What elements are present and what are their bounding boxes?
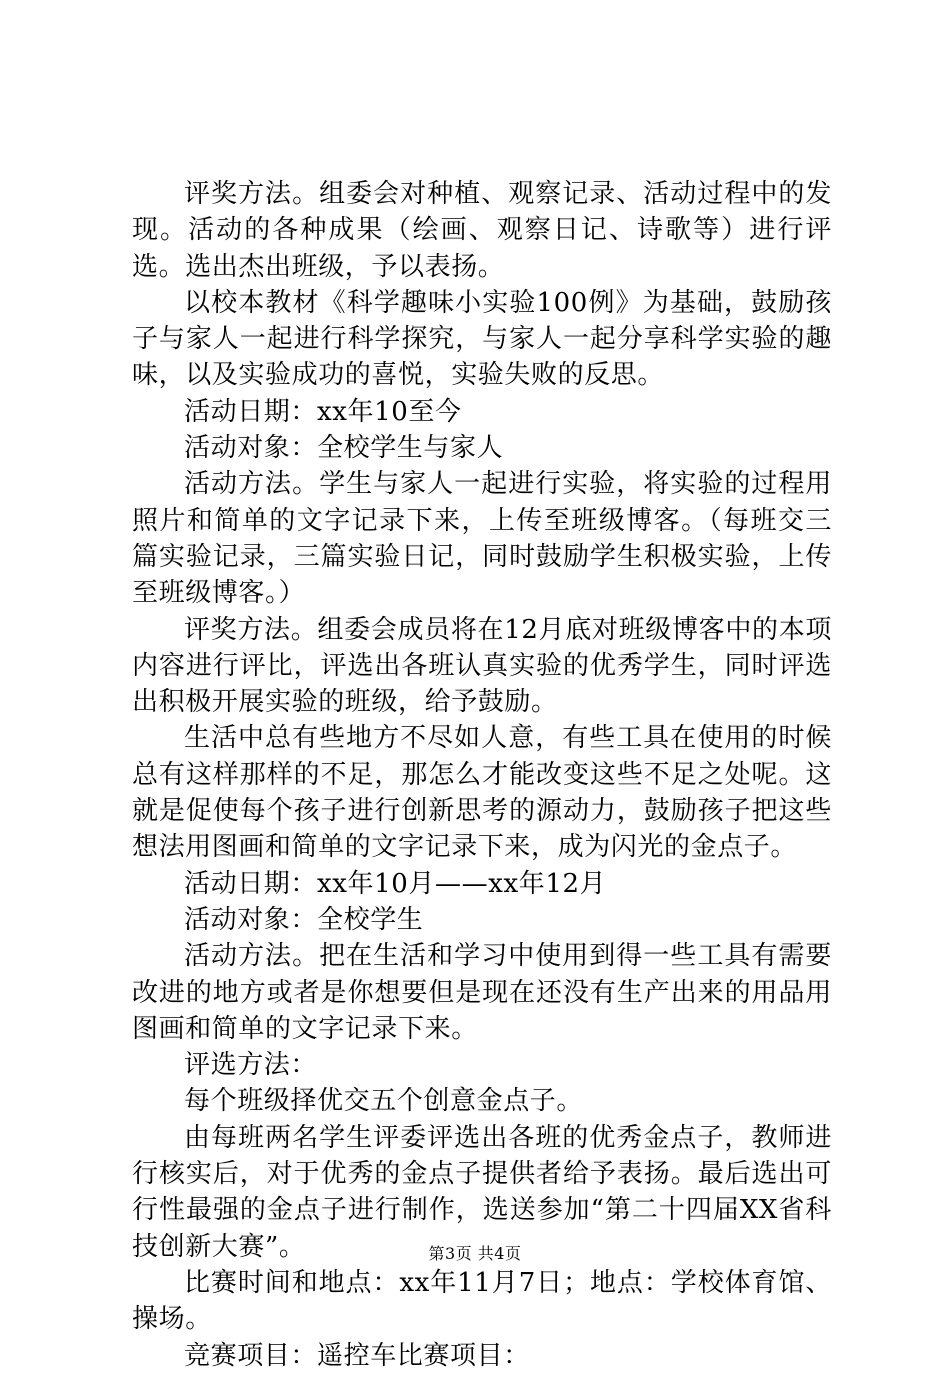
paragraph: 评选方法：	[184, 1050, 318, 1081]
paragraph: 评奖方法。组委会对种植、观察记录、活动过程中的发现。活动的各种成果（绘画、观察日记、诗歌等）进行评选。选出杰出班级，予以表扬。	[132, 179, 832, 282]
paragraph: 活动日期：xx年10至今	[184, 396, 462, 427]
paragraph: 每个班级择优交五个创意金点子。	[184, 1086, 584, 1117]
paragraph: 比赛时间和地点：xx年11月7日；地点：学校体育馆、操场。	[132, 1267, 832, 1335]
paragraph: 由每班两名学生评委评选出各班的优秀金点子，教师进行核实后，对于优秀的金点子提供者给予表扬。最后选出可行性最强的金点子进行制作，选送参加“第二十四届XX省科技创新大赛”。	[132, 1122, 832, 1262]
paragraph: 活动方法。把在生活和学习中使用到得一些工具有需要改进的地方或者是你想要但是现在还没有生产出来的用品用图画和简单的文字记录下来。	[132, 941, 832, 1044]
paragraph: 以校本教材《科学趣味小实验100例》为基础，鼓励孩子与家人一起进行科学探究，与家人一起分享科学实验的趣味，以及实验成功的喜悦，实验失败的反思。	[132, 287, 832, 391]
paragraph: 评奖方法。组委会成员将在12月底对班级博客中的本项内容进行评比，评选出各班认真实验的优秀学生，同时评选出积极开展实验的班级，给予鼓励。	[132, 614, 832, 718]
paragraph: 活动对象：全校学生与家人	[184, 433, 504, 464]
page-footer: 第3页 共4页	[428, 1244, 522, 1263]
paragraph: 竞赛项目：遥控车比赛项目：	[184, 1340, 530, 1371]
paragraph: 活动对象：全校学生	[184, 904, 424, 935]
paragraph: 活动方法。学生与家人一起进行实验，将实验的过程用照片和简单的文字记录下来，上传至班级博客。（每班交三篇实验记录，三篇实验日记，同时鼓励学生积极实验，上传至班级博客。）	[132, 469, 832, 609]
paragraph: 生活中总有些地方不尽如人意，有些工具在使用的时候总有这样那样的不足，那怎么才能改变这些不足之处呢。这就是促使每个孩子进行创新思考的源动力，鼓励孩子把这些想法用图画和简单的文字记录下来，成为闪光的金点子。	[132, 723, 832, 863]
paragraph: 活动日期：xx年10月——xx年12月	[184, 868, 607, 899]
document-body	[132, 176, 832, 1374]
